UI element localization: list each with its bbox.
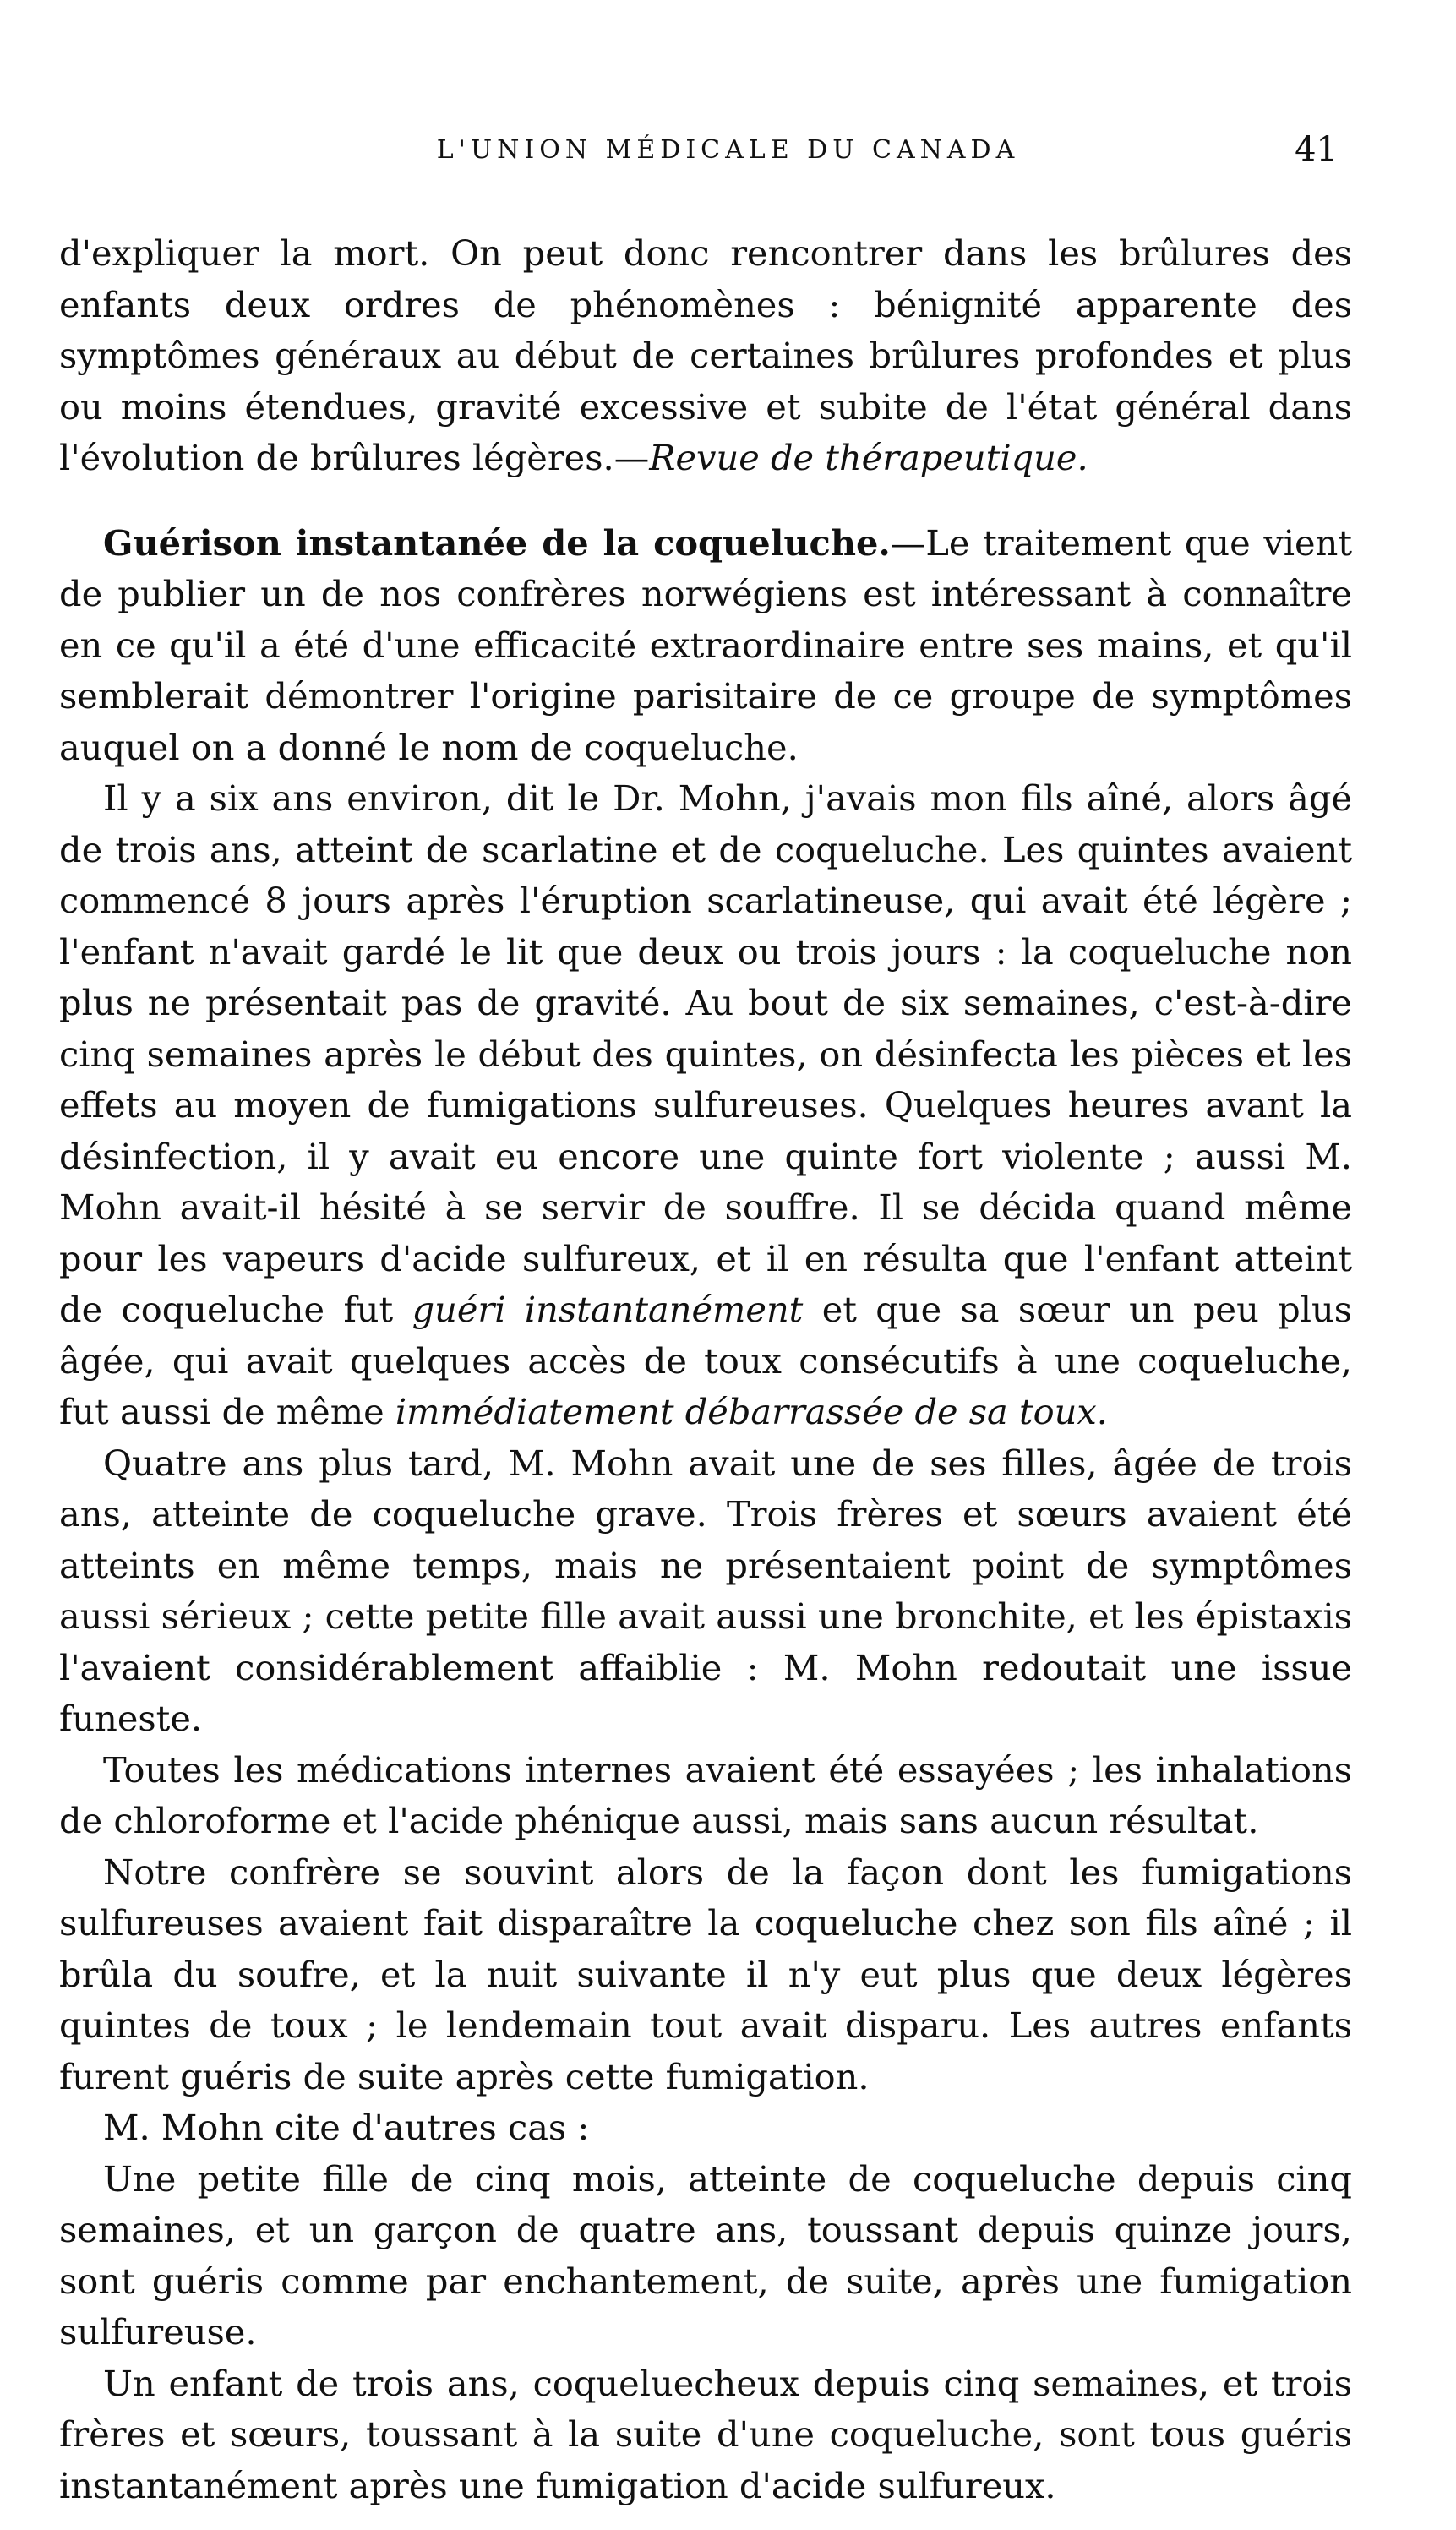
intro-paragraph: [59, 228, 1352, 484]
article-title: Guérison instantanée de la coqueluche.: [103, 521, 891, 564]
paragraph-other-cases: M. Mohn cite d'autres cas :: [103, 2107, 590, 2148]
paragraph-medications: Toutes les médications internes avaient été essayées ; les inhalations de chloroforme et l'acide phénique aussi, mais sans aucun résultat.: [59, 1748, 1352, 1841]
intro-source: Revue de thérapeutique.: [649, 437, 1088, 478]
paragraph-first-case: [59, 773, 1352, 1438]
section-gap: [59, 484, 1352, 518]
page-number: 41: [1295, 130, 1338, 169]
p2-emphasis-2: immédiatement débarrassée de sa toux.: [395, 1391, 1108, 1432]
p2-emphasis-1: guéri instantanément: [412, 1289, 804, 1330]
p2-text-a: Il y a six ans environ, dit le Dr. Mohn, j'avais mon fils aîné, alors âgé de trois ans, atteint de scarlatine et de coqueluche. Les quintes avaient commencé 8 jours après l'éruption scarlatineuse, qui avait été légère ; l'enfant n'avait gardé le lit que deux ou trois jours : la coqueluche non plus ne présentait pas de gravité. Au bout de six semaines, c'est-à-dire cinq semaines après le début des quintes, on désinfecta les pièces et les effets au moyen de fumigations sulfureuses. Quelques heures avant la désinfection, il y avait eu encore une quinte fort violente ; aussi M. Mohn avait-il hésité à se servir de souffre. Il se décida quand même pour les vapeurs d'acide sulfureux, et il en résulta que l'enfant atteint de coqueluche fut: [59, 777, 1352, 1330]
intro-text: d'expliquer la mort. On peut donc rencontrer dans les brûlures des enfants deux ordres de phénomènes : bénignité apparente des symptômes généraux au début de certaines brûlures profondes et plus ou moins étendues, gravité excessive et subite de l'état général dans l'évolution de brûlures légères.—: [59, 232, 1352, 478]
paragraph-fumigation: Notre confrère se souvint alors de la façon dont les fumigations sulfureuses avaient fait disparaître la coqueluche chez son fils aîné ; il brûla du soufre, et la nuit suivante il n'y eut plus que deux légères quintes de toux ; le lendemain tout avait disparu. Les autres enfants furent guéris de suite après cette fumigation.: [59, 1851, 1352, 2097]
running-title: L'UNION MÉDICALE DU CANADA: [436, 135, 1020, 165]
article-lead-paragraph: [59, 518, 1352, 774]
page-header: [59, 130, 1397, 186]
p2-text-b: et que sa sœur un peu plus âgée, qui avait quelques accès de toux consécutifs à une coqueluche, fut aussi de même: [59, 1289, 1353, 1432]
paragraph-case-child: Un enfant de trois ans, coqueluecheux depuis cinq semaines, et trois frères et sœurs, toussant à la suite d'une coqueluche, sont tous guéris instantanément après une fumigation d'acide sulfureux.: [59, 2362, 1352, 2506]
paragraph-second-case: Quatre ans plus tard, M. Mohn avait une de ses filles, âgée de trois ans, atteinte de coqueluche grave. Trois frères et sœurs avaient été atteints en même temps, mais ne présentaient point de symptômes aussi sérieux ; cette petite fille avait aussi une bronchite, et les épistaxis l'avaient considérablement affaiblie : M. Mohn redoutait une issue funeste.: [59, 1442, 1352, 1739]
paragraph-case-girl: Une petite fille de cinq mois, atteinte de coqueluche depuis cinq semaines, et un garçon de quatre ans, toussant depuis quinze jours, sont guéris comme par enchantement, de suite, après une fumigation sulfureuse.: [59, 2157, 1352, 2353]
article-lead: —Le traitement que vient de publier un de nos confrères norwégiens est intéressant à connaître en ce qu'il a été d'une efficacité extraordinaire entre ses mains, et qu'il semblerait démontrer l'origine parisitaire de ce groupe de symptômes auquel on a donné le nom de coqueluche.: [59, 521, 1353, 768]
page-body: [59, 228, 1352, 2511]
